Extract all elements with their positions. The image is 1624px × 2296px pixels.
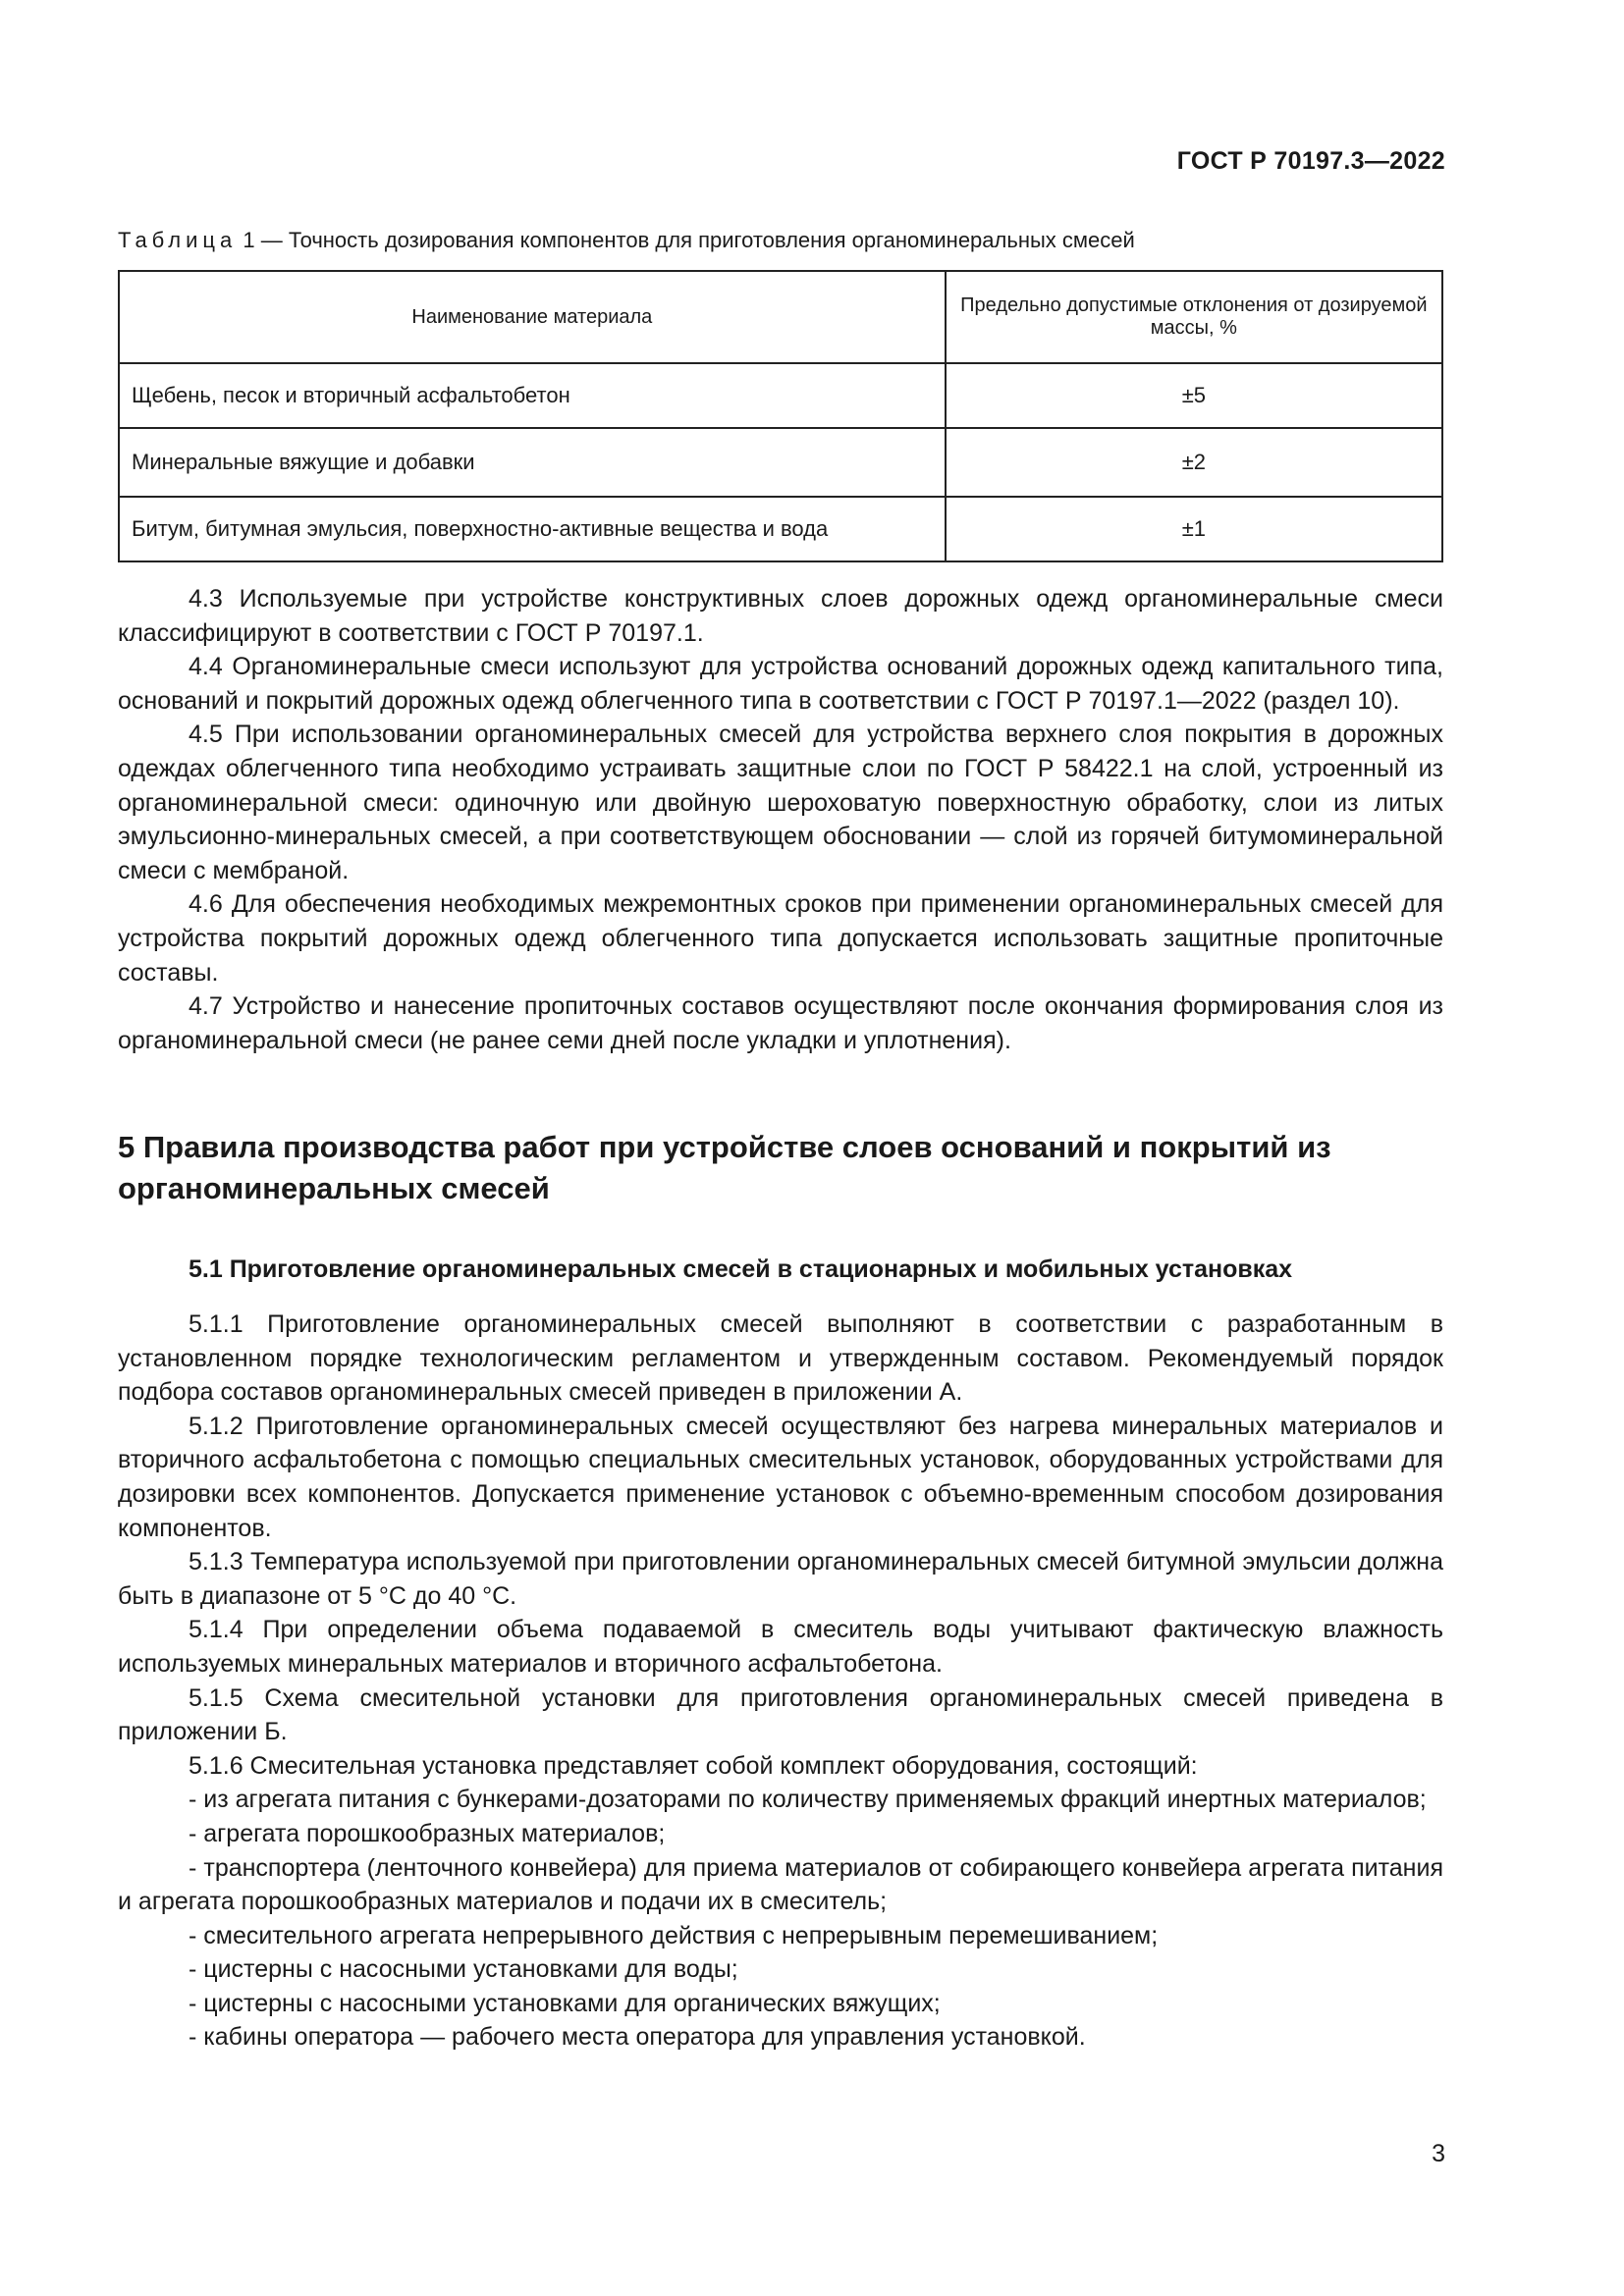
section-5-1-text	[118, 1308, 1443, 2055]
table-header-material: Наименование материала	[119, 271, 946, 363]
paragraph-5-1-2: 5.1.2 Приготовление органоминеральных смесей осуществляют без нагрева минеральных материалов и вторичного асфальтобетона с помощью специальных смесительных установок, оборудованных устройствами для дозировки всех компонентов. Допускается применение установок с объемно-временным способом дозирования компонентов.	[118, 1412, 1443, 1542]
paragraph-4-6: 4.6 Для обеспечения необходимых межремонтных сроков при применении органоминеральных смесей для устройства покрытий дорожных одежд облегченного типа допускается использовать защитные пропиточные составы.	[118, 890, 1443, 987]
table-header-deviation: Предельно допустимые отклонения от дозируемой массы, %	[946, 271, 1442, 363]
section-5-heading: 5 Правила производства работ при устройстве слоев оснований и покрытий из органоминеральных смесей	[118, 1130, 1331, 1205]
section-4-text	[118, 582, 1443, 1057]
table-caption-word: Таблица	[118, 228, 238, 252]
list-item: - кабины оператора — рабочего места оператора для управления установкой.	[189, 2023, 1086, 2052]
table-caption-text: 1 — Точность дозирования компонентов для приготовления органоминеральных смесей	[243, 228, 1135, 252]
dosing-accuracy-table	[118, 270, 1443, 562]
page-number: 3	[1432, 2140, 1445, 2167]
paragraph-5-1-4: 5.1.4 При определении объема подаваемой в смеситель воды учитывают фактическую влажность используемых минеральных материалов и вторичного асфальтобетона.	[118, 1616, 1443, 1678]
list-item: - из агрегата питания с бункерами-дозаторами по количеству применяемых фракций инертных материалов;	[189, 1786, 1427, 1814]
list-item: - смесительного агрегата непрерывного действия с непрерывным перемешиванием;	[189, 1921, 1159, 1949]
table-row	[119, 428, 1442, 497]
table-caption	[118, 228, 1135, 253]
table-cell-material: Щебень, песок и вторичный асфальтобетон	[119, 363, 946, 428]
paragraph-4-7: 4.7 Устройство и нанесение пропиточных составов осуществляют после окончания формирования слоя из органоминеральной смеси (не ранее семи дней после укладки и уплотнения).	[118, 992, 1443, 1054]
list-item: - транспортера (ленточного конвейера) для приема материалов от собирающего конвейера агрегата питания и агрегата порошкообразных материалов и подачи их в смеситель;	[118, 1853, 1443, 1916]
paragraph-5-1-5: 5.1.5 Схема смесительной установки для приготовления органоминеральных смесей приведена в приложении Б.	[118, 1683, 1443, 1746]
paragraph-5-1-3: 5.1.3 Температура используемой при приготовлении органоминеральных смесей битумной эмульсии должна быть в диапазоне от 5 °С до 40 °С.	[118, 1548, 1443, 1610]
table-row	[119, 497, 1442, 561]
table-cell-deviation: ±2	[946, 428, 1442, 497]
list-item: - цистерны с насосными установками для органических вяжущих;	[189, 1989, 941, 2017]
paragraph-4-4: 4.4 Органоминеральные смеси используют для устройства оснований дорожных одежд капитального типа, оснований и покрытий дорожных одежд облегченного типа в соответствии с ГОСТ Р 70197.1—2022 (раздел 10).	[118, 653, 1443, 715]
table-cell-deviation: ±5	[946, 363, 1442, 428]
table-cell-material: Минеральные вяжущие и добавки	[119, 428, 946, 497]
paragraph-4-5: 4.5 При использовании органоминеральных смесей для устройства верхнего слоя покрытия в дорожных одеждах облегченного типа необходимо устраивать защитные слои по ГОСТ Р 58422.1 на слой, устроенный из органоминеральной смеси: одиночную или двойную шероховатую поверхностную обработку, слои из литых эмульсионно-минеральных смесей, а при соответствующем обосновании — слой из горячей битумоминеральной смеси с мембраной.	[118, 721, 1443, 884]
table-cell-material: Битум, битумная эмульсия, поверхностно-активные вещества и вода	[119, 497, 946, 561]
list-item: - цистерны с насосными установками для воды;	[189, 1955, 738, 1984]
standard-designation: ГОСТ Р 70197.3—2022	[1176, 147, 1445, 175]
list-item: - агрегата порошкообразных материалов;	[189, 1819, 666, 1847]
subsection-5-1-heading: 5.1 Приготовление органоминеральных смесей в стационарных и мобильных установках	[189, 1255, 1293, 1283]
paragraph-5-1-6: 5.1.6 Смесительная установка представляет собой комплект оборудования, состоящий:	[189, 1751, 1198, 1780]
table-row	[119, 363, 1442, 428]
table-header-row	[119, 271, 1442, 363]
table-cell-deviation: ±1	[946, 497, 1442, 561]
paragraph-5-1-1: 5.1.1 Приготовление органоминеральных смесей выполняют в соответствии с разработанным в установленном порядке технологическим регламентом и утвержденным составом. Рекомендуемый порядок подбора составов органоминеральных смесей приведен в приложении А.	[118, 1310, 1443, 1407]
paragraph-4-3: 4.3 Используемые при устройстве конструктивных слоев дорожных одежд органоминеральные смеси классифицируют в соответствии с ГОСТ Р 70197.1.	[118, 585, 1443, 647]
